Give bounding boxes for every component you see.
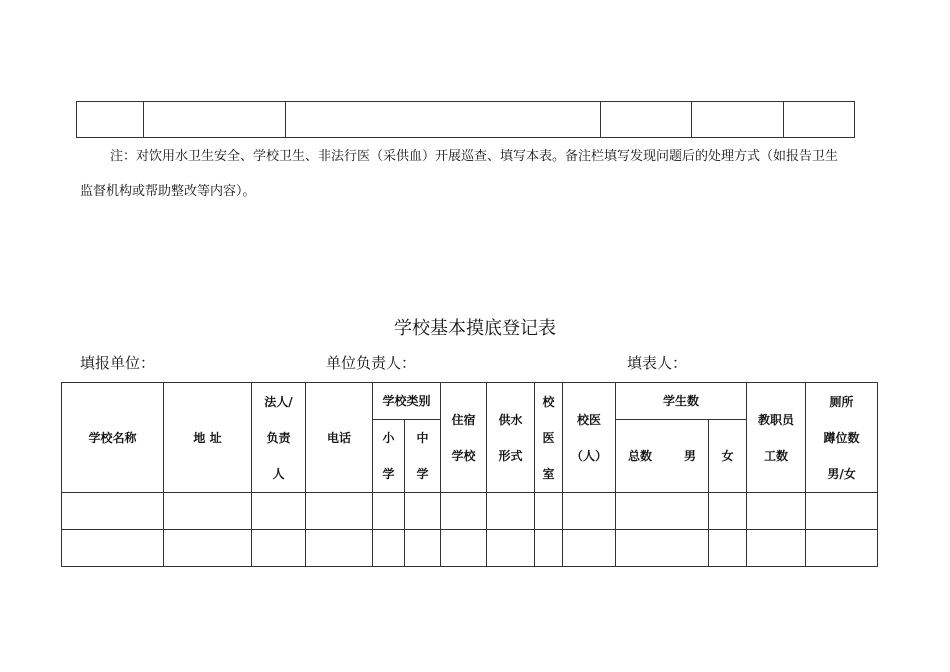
table-cell[interactable] bbox=[286, 102, 601, 138]
table-cell[interactable] bbox=[535, 530, 563, 567]
table-cell[interactable] bbox=[601, 102, 692, 138]
table-row bbox=[62, 493, 878, 530]
header-primary: 小 学 bbox=[373, 420, 405, 493]
table-cell[interactable] bbox=[616, 530, 709, 567]
unit-owner-label: 单位负责人： bbox=[326, 354, 417, 372]
header-row-1 bbox=[62, 383, 878, 420]
header-address: 地 址 bbox=[164, 383, 252, 493]
table-cell[interactable] bbox=[616, 493, 709, 530]
table-cell[interactable] bbox=[252, 530, 306, 567]
page-title: 学校基本摸底登记表 bbox=[394, 318, 556, 339]
table-cell[interactable] bbox=[441, 530, 487, 567]
table-cell[interactable] bbox=[563, 530, 616, 567]
table-cell[interactable] bbox=[692, 102, 784, 138]
header-middle: 中 学 bbox=[405, 420, 441, 493]
header-male: 男 bbox=[684, 449, 697, 463]
table-cell[interactable] bbox=[747, 530, 806, 567]
table-cell[interactable] bbox=[144, 102, 286, 138]
table-cell[interactable] bbox=[441, 493, 487, 530]
table-cell[interactable] bbox=[405, 493, 441, 530]
header-legal-person: 法人/ 负责 人 bbox=[252, 383, 306, 493]
header-toilet: 厕所 蹲位数 男/女 bbox=[806, 383, 878, 493]
table-cell[interactable] bbox=[373, 493, 405, 530]
table-cell[interactable] bbox=[77, 102, 144, 138]
table-cell[interactable] bbox=[405, 530, 441, 567]
header-doctor: 校医 （人） bbox=[563, 383, 616, 493]
table-cell[interactable] bbox=[62, 530, 164, 567]
header-female: 女 bbox=[709, 420, 747, 493]
school-registration-table bbox=[61, 382, 878, 567]
header-staff: 教职员 工数 bbox=[747, 383, 806, 493]
table-cell[interactable] bbox=[806, 493, 878, 530]
table-cell[interactable] bbox=[487, 493, 535, 530]
header-students: 学生数 bbox=[616, 383, 747, 420]
header-school-name: 学校名称 bbox=[62, 383, 164, 493]
table-cell[interactable] bbox=[535, 493, 563, 530]
table-cell[interactable] bbox=[252, 493, 306, 530]
header-total-male bbox=[616, 420, 709, 493]
reporting-unit-label: 填报单位： bbox=[80, 354, 156, 372]
table-cell[interactable] bbox=[709, 493, 747, 530]
table-cell[interactable] bbox=[563, 493, 616, 530]
table-cell[interactable] bbox=[164, 530, 252, 567]
table-cell[interactable] bbox=[164, 493, 252, 530]
header-total: 总数 bbox=[628, 449, 653, 463]
continuation-table bbox=[76, 101, 855, 138]
table-cell[interactable] bbox=[709, 530, 747, 567]
table-cell[interactable] bbox=[373, 530, 405, 567]
header-school-category: 学校类别 bbox=[373, 383, 441, 420]
table-cell[interactable] bbox=[62, 493, 164, 530]
header-phone: 电话 bbox=[306, 383, 373, 493]
table-cell[interactable] bbox=[306, 493, 373, 530]
table-cell[interactable] bbox=[784, 102, 855, 138]
table-row bbox=[77, 102, 855, 138]
header-boarding: 住宿 学校 bbox=[441, 383, 487, 493]
table-cell[interactable] bbox=[487, 530, 535, 567]
header-water-supply: 供水 形式 bbox=[487, 383, 535, 493]
header-clinic: 校 医 室 bbox=[535, 383, 563, 493]
table-cell[interactable] bbox=[747, 493, 806, 530]
table-row bbox=[62, 530, 878, 567]
form-filler-label: 填表人： bbox=[627, 354, 688, 372]
note-line-2: 监督机构或帮助整改等内容）。 bbox=[80, 184, 256, 199]
note-line-1: 注：对饮用水卫生安全、学校卫生、非法行医（采供血）开展巡查、填写本表。备注栏填写发现问题后的处理方式（如报告卫生 bbox=[110, 149, 839, 164]
table-cell[interactable] bbox=[806, 530, 878, 567]
table-cell[interactable] bbox=[306, 530, 373, 567]
